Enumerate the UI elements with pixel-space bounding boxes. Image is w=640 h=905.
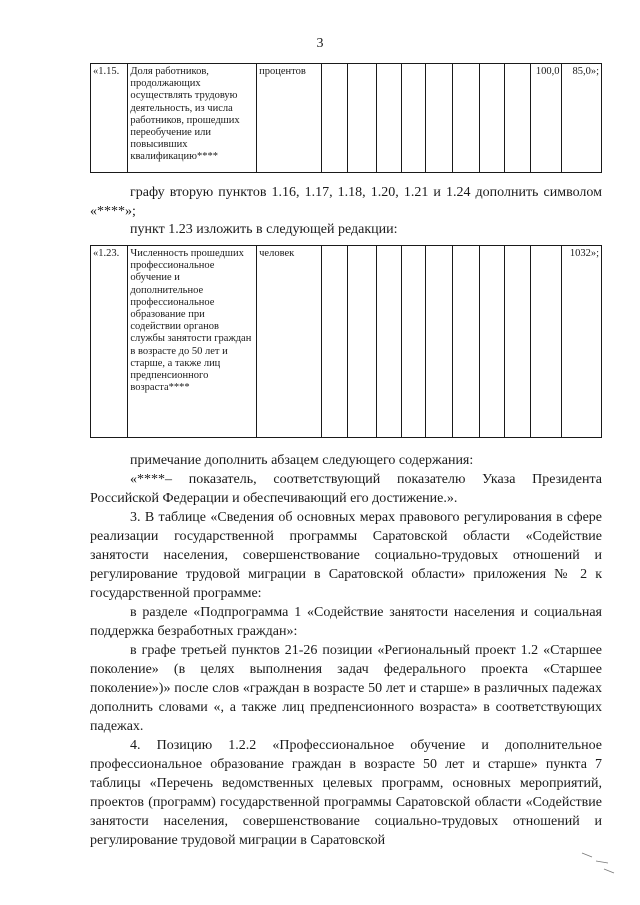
paragraph: графу вторую пунктов 1.16, 1.17, 1.18, 1.20, 1.21 и 1.24 дополнить символом «****»;: [90, 185, 602, 219]
empty-cell: [321, 246, 347, 438]
paragraph: примечание дополнить абзацем следующего содержания:: [130, 453, 474, 468]
empty-cell: [401, 246, 426, 438]
paragraph: 3. В таблице «Сведения об основных мерах правового регулирования в сфере реализации государственной программы Саратовской области «Содействие занятости населения, совершенствование социально-трудовых отношений и регулирование трудовой миграции в Саратовской области» приложения № 2 к государственной программе:: [90, 510, 602, 601]
empty-cell: [426, 64, 453, 173]
table-row: [91, 246, 602, 438]
empty-cell: [347, 246, 376, 438]
value-cell: 100,0: [531, 64, 562, 173]
empty-cell: [347, 64, 376, 173]
paragraph: пункт 1.23 изложить в следующей редакции:: [130, 222, 398, 237]
empty-cell: [376, 246, 401, 438]
empty-cell: [426, 246, 453, 438]
empty-cell: [505, 246, 531, 438]
empty-cell: [453, 64, 480, 173]
paragraph: 4. Позицию 1.2.2 «Профессиональное обучение и дополнительное профессиональное образование граждан в возрасте 50 лет и старше» пункта 7 таблицы «Перечень ведомственных целевых программ, основных мероприятий, проектов (программ) государственной программы Саратовской области «Содействие занятости населения, совершенствование социально-трудовых отношений и регулирование трудовой миграции в Саратовской: [90, 738, 602, 848]
empty-cell: [531, 246, 562, 438]
empty-cell: [480, 64, 505, 173]
empty-cell: [401, 64, 426, 173]
empty-cell: [505, 64, 531, 173]
paragraph: в графе третьей пунктов 21-26 позиции «Региональный проект 1.2 «Старшее поколение» (в целях выполнения задач федерального проекта «Старшее поколение»)» после слов «граждан в возрасте 50 лет и старше» в различных падежах дополнить словами «, а также лиц предпенсионного возраста» в соответствующих падежах.: [90, 643, 602, 734]
empty-cell: [376, 64, 401, 173]
empty-cell: [480, 246, 505, 438]
row-number-cell: «1.23.: [91, 246, 128, 438]
indicator-table-1-23: [90, 245, 602, 438]
page-number: 3: [316, 36, 324, 51]
indicator-table-1-15: [90, 63, 602, 173]
value-cell: 85,0»;: [562, 64, 602, 173]
row-number-cell: «1.15.: [91, 64, 128, 173]
scan-mark-icon: [578, 847, 618, 877]
unit-cell: человек: [257, 246, 321, 438]
table-row: [91, 64, 602, 173]
indicator-name-cell: Численность прошедших профессиональное обучение и дополнительное профессиональное образование при содействии органов службы занятости граждан в возрасте до 50 лет и старше, а также лиц предпенсионного возраста****: [128, 246, 257, 438]
paragraph: «****– показатель, соответствующий показателю Указа Президента Российской Федерации и обеспечивающий его достижение.».: [90, 472, 602, 506]
unit-cell: процентов: [257, 64, 321, 173]
empty-cell: [453, 246, 480, 438]
paragraph: в разделе «Подпрограмма 1 «Содействие занятости населения и социальная поддержка безработных граждан»:: [90, 605, 602, 639]
empty-cell: [321, 64, 347, 173]
indicator-name-cell: Доля работников, продолжающих осуществлять трудовую деятельность, из числа работников, прошедших переобучение или повысивших квалификацию****: [128, 64, 257, 173]
value-cell: 1032»;: [562, 246, 602, 438]
